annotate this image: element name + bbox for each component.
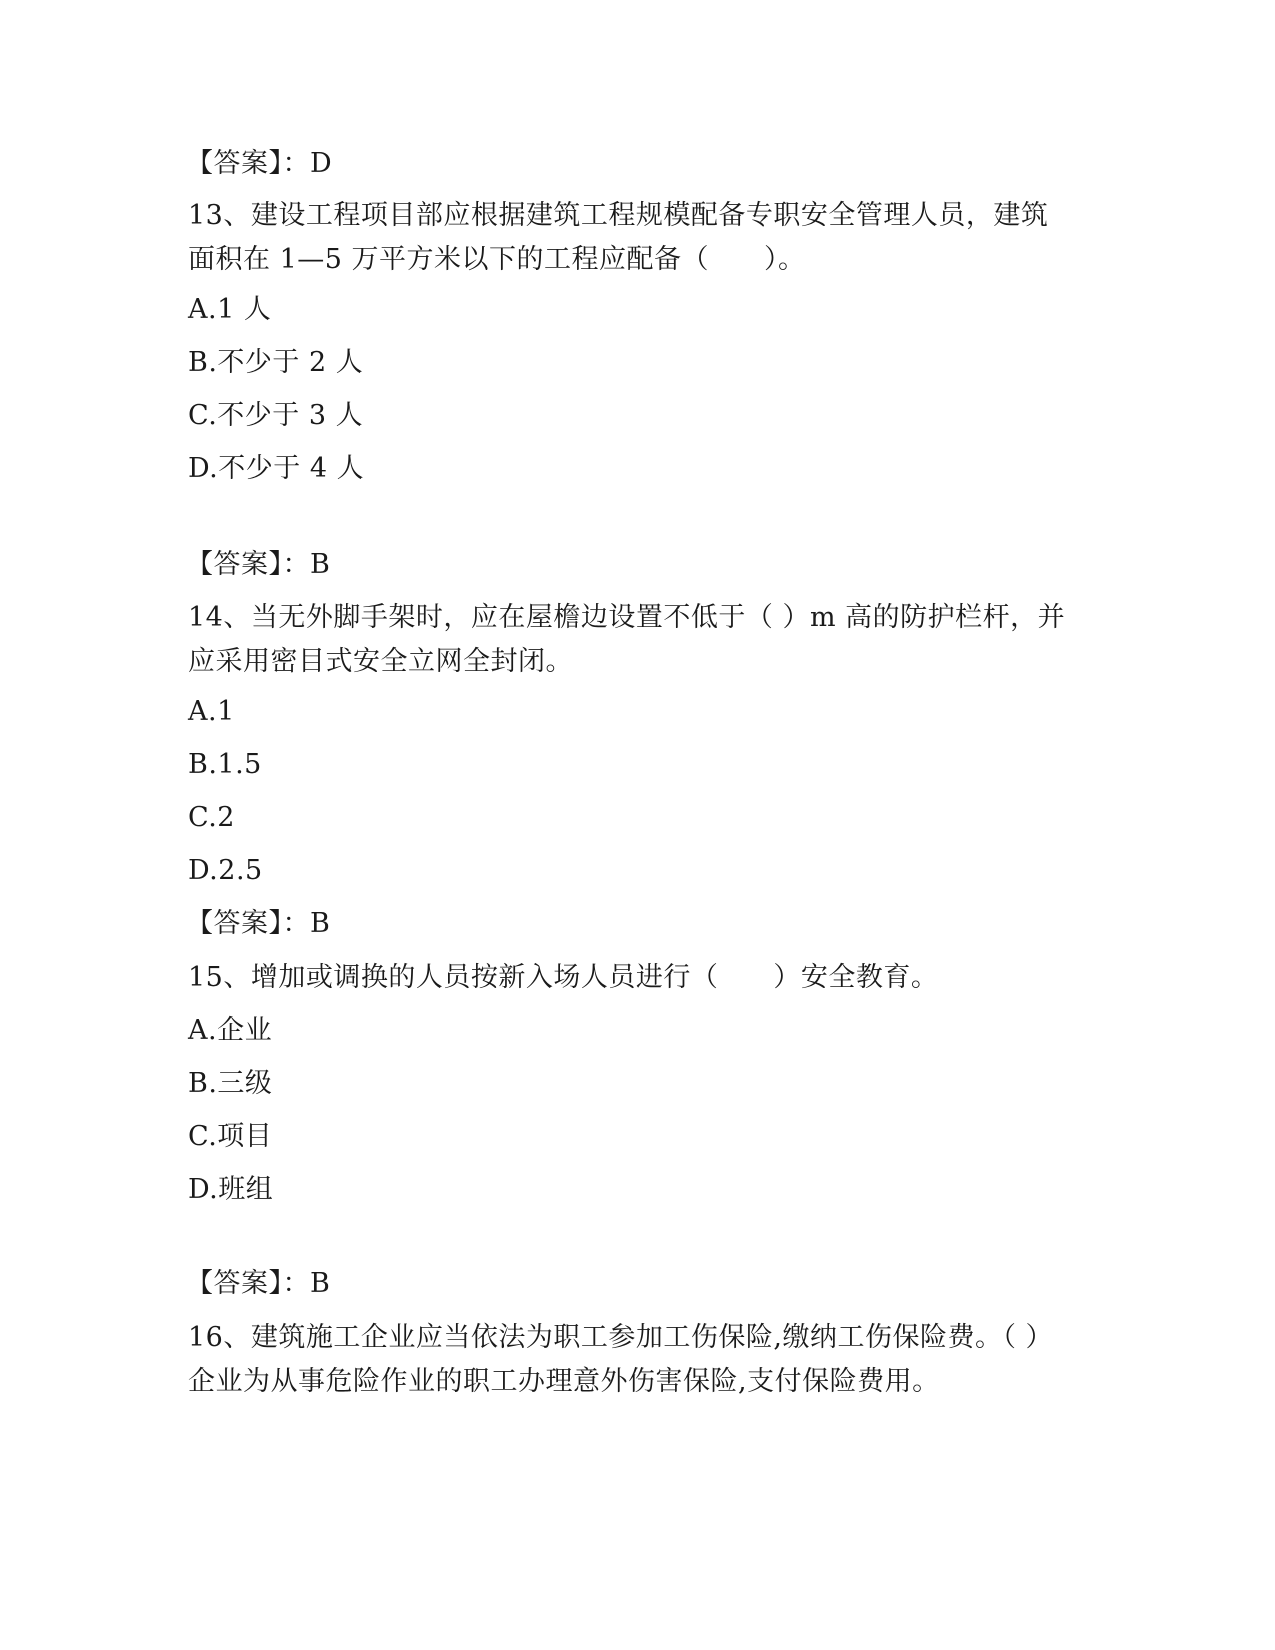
question-13-option-c: C.不少于 3 人 bbox=[188, 400, 364, 431]
question-16-text: 16、建筑施工企业应当依法为职工参加工伤保险,缴纳工伤保险费。（ ）企业为从事危险作业的职工办理意外伤害保险,支付保险费用。 bbox=[188, 1322, 1054, 1397]
question-14-option-a: A.1 bbox=[188, 696, 235, 727]
question-14-option-c: C.2 bbox=[188, 802, 235, 833]
question-15-option-a: A.企业 bbox=[188, 1015, 273, 1046]
question-13-option-a: A.1 人 bbox=[188, 294, 272, 325]
question-13-text: 13、建设工程项目部应根据建筑工程规模配备专职安全管理人员，建筑面积在 1—5 万平方米以下的工程应配备（ ）。 bbox=[188, 200, 1049, 275]
answer-label: 【答案】：D bbox=[186, 148, 333, 179]
question-15-option-d: D.班组 bbox=[188, 1174, 274, 1205]
question-15-option-b: B.三级 bbox=[188, 1068, 273, 1099]
answer-label: 【答案】：B bbox=[186, 908, 331, 939]
question-15-option-c: C.项目 bbox=[188, 1121, 273, 1152]
question-13-option-b: B.不少于 2 人 bbox=[188, 347, 364, 378]
question-15-text: 15、增加或调换的人员按新入场人员进行（ ）安全教育。 bbox=[188, 962, 939, 993]
question-13-option-d: D.不少于 4 人 bbox=[188, 453, 365, 484]
question-14-text: 14、当无外脚手架时，应在屋檐边设置不低于（ ）m 高的防护栏杆，并应采用密目式安全立网全封闭。 bbox=[188, 602, 1066, 677]
answer-label: 【答案】：B bbox=[186, 549, 331, 580]
answer-label: 【答案】：B bbox=[186, 1268, 331, 1299]
question-14-option-b: B.1.5 bbox=[188, 749, 262, 780]
question-14-option-d: D.2.5 bbox=[188, 855, 263, 886]
